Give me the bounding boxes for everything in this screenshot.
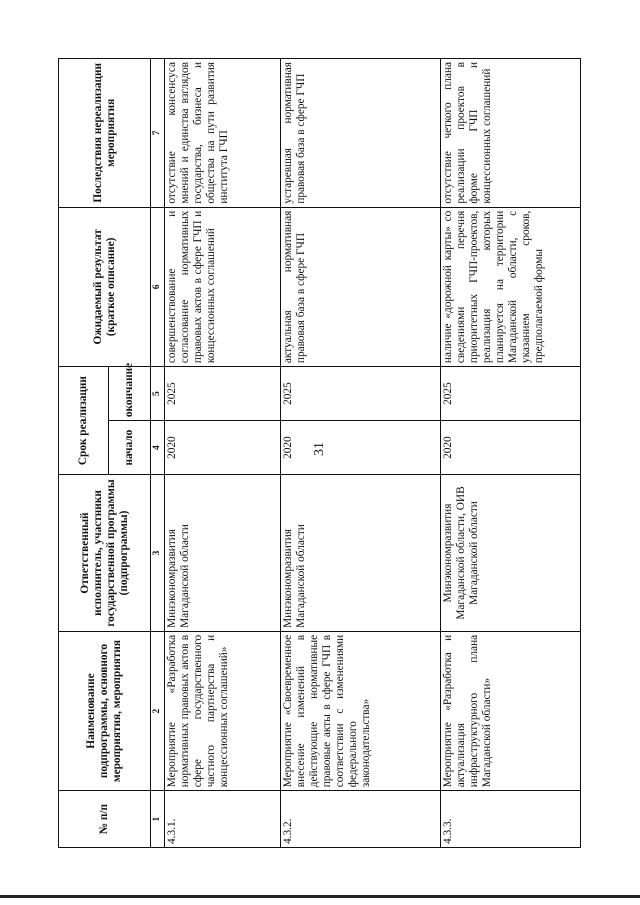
column-number: 5 — [151, 367, 165, 421]
row-end: 2025 — [441, 367, 581, 421]
row-name: Мероприятие «Своевременное внесение изменений в действующие нормативные правовые акты в сфере ГЧП в соответствии с изменениями федерального законодательства» — [281, 631, 441, 790]
row-executor: Минэкономразвития Магаданской области, ОИВ Магаданской области — [441, 475, 581, 632]
row-start: 2020 — [441, 421, 581, 475]
header-name: Наименование подпрограммы, основного мероприятия, мероприятия — [59, 631, 151, 790]
row-consequences: устаревшая нормативная правовая база в сфере ГЧП — [281, 59, 441, 208]
header-result: Ожидаемый результат (краткое описание) — [59, 207, 151, 366]
header-consequences: Последствия нереализации мероприятия — [59, 59, 151, 208]
column-number: 1 — [151, 791, 165, 848]
header-end: окончание — [109, 367, 151, 421]
row-result: совершенствование и согласование нормативных правовых актов в сфере ГЧП и концессионных соглашений — [165, 207, 281, 366]
row-name: Мероприятие «Разработка и актуализация инфраструктурного плана Магаданской области» — [441, 631, 581, 790]
header-term: Срок реализации — [59, 367, 109, 475]
table-container — [58, 58, 545, 848]
table-row — [165, 59, 281, 848]
row-result: наличие «дорожной карты» со сведениями перечня приоритетных ГЧП-проектов, реализация которых планируется на территории Магаданской области, с указанием сроков, предполагаемой формы — [441, 207, 581, 366]
row-consequences: отсутствие четкого плана реализации проектов в форме ГЧП и концессионных соглашений — [441, 59, 581, 208]
scan-edge-line — [0, 895, 640, 898]
row-num: 4.3.2. — [281, 791, 441, 848]
header-start: начало — [109, 421, 151, 475]
row-num: 4.3.1. — [165, 791, 281, 848]
row-consequences: отсутствие консенсуса мнений и единства взглядов государства, бизнеса и общества на пути развития института ГЧП — [165, 59, 281, 208]
table-row — [441, 59, 581, 848]
row-name: Мероприятие «Разработка нормативных правовых актов в сфере государственного частного партнерства и концессионных соглашений» — [165, 631, 281, 790]
row-num: 4.3.3. — [441, 791, 581, 848]
column-number: 4 — [151, 421, 165, 475]
column-number: 7 — [151, 59, 165, 208]
column-number: 2 — [151, 631, 165, 790]
row-end: 2025 — [165, 367, 281, 421]
row-start: 2020 — [165, 421, 281, 475]
table-row — [281, 59, 441, 848]
column-number: 6 — [151, 207, 165, 366]
header-num: № п/п — [59, 791, 151, 848]
row-start: 2020 — [281, 421, 441, 475]
column-number: 3 — [151, 475, 165, 632]
row-result: актуальная нормативная правовая база в сфере ГЧП — [281, 207, 441, 366]
page-number: 31 — [312, 442, 327, 456]
row-end: 2025 — [281, 367, 441, 421]
header-executor: Ответственный исполнитель, участники государственной программы (подпрограммы) — [59, 475, 151, 632]
row-executor: Минэкономразвития Магаданской области — [165, 475, 281, 632]
activities-table — [58, 58, 581, 848]
row-executor: Минэкономразвития Магаданской области — [281, 475, 441, 632]
